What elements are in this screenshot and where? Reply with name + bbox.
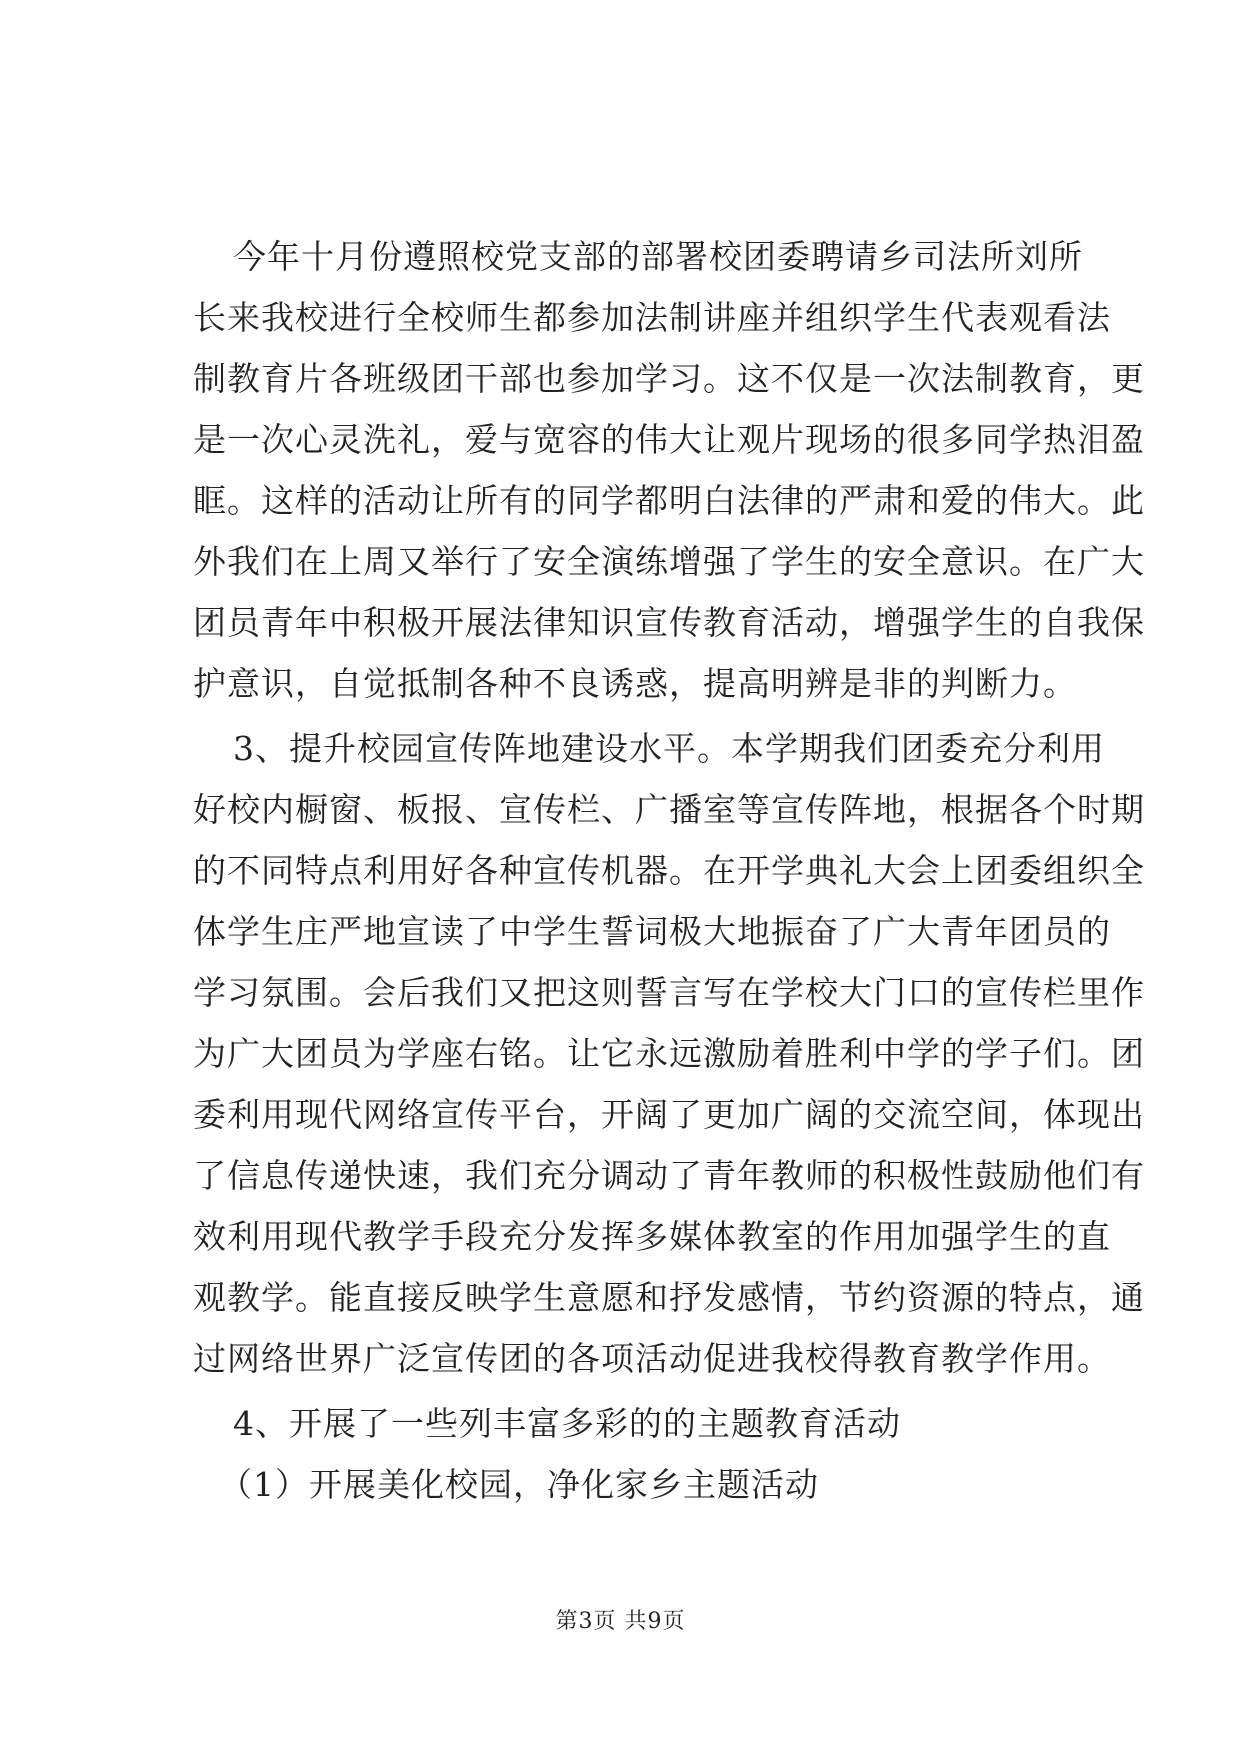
heading-4: 4、开展了一些列丰富多彩的的主题教育活动 xyxy=(233,1404,901,1443)
paragraph-1-line-2: 长来我校进行全校师生都参加法制讲座并组织学生代表观看法 xyxy=(193,298,1111,337)
paragraph-1-line-3: 制教育片各班级团干部也参加学习。这不仅是一次法制教育，更 xyxy=(193,359,1145,398)
paragraph-2-line-5: 学习氛围。会后我们又把这则誓言写在学校大门口的宣传栏里作 xyxy=(193,973,1145,1012)
paragraph-1-line-1: 今年十月份遵照校党支部的部署校团委聘请乡司法所刘所 xyxy=(233,237,1083,276)
document-body xyxy=(193,226,1145,1515)
paragraph-1-line-7: 团员青年中积极开展法律知识宣传教育活动，增强学生的自我保 xyxy=(193,603,1145,642)
paragraph-2-line-7: 委利用现代网络宣传平台，开阔了更加广阔的交流空间，体现出 xyxy=(193,1095,1145,1134)
paragraph-1-line-5: 眶。这样的活动让所有的同学都明白法律的严肃和爱的伟大。此 xyxy=(193,481,1145,520)
paragraph-2-line-2: 好校内橱窗、板报、宣传栏、广播室等宣传阵地，根据各个时期 xyxy=(193,790,1145,829)
paragraph-2-line-10: 观教学。能直接反映学生意愿和抒发感情，节约资源的特点，通 xyxy=(193,1278,1145,1317)
paragraph-2-line-9: 效利用现代教学手段充分发挥多媒体教室的作用加强学生的直 xyxy=(193,1217,1111,1256)
paragraph-2-line-8: 了信息传递快速，我们充分调动了青年教师的积极性鼓励他们有 xyxy=(193,1156,1145,1195)
paragraph-1-line-6: 外我们在上周又举行了安全演练增强了学生的安全意识。在广大 xyxy=(193,542,1145,581)
paragraph-2-line-4: 体学生庄严地宣读了中学生誓词极大地振奋了广大青年团员的 xyxy=(193,912,1111,951)
page-footer: 第3页 共9页 xyxy=(555,1609,686,1634)
subheading-1: （1）开展美化校园，净化家乡主题活动 xyxy=(219,1465,819,1504)
paragraph-1-line-4: 是一次心灵洗礼，爱与宽容的伟大让观片现场的很多同学热泪盈 xyxy=(193,420,1145,459)
paragraph-2-line-1: 3、提升校园宣传阵地建设水平。本学期我们团委充分利用 xyxy=(233,729,1105,768)
paragraph-2-line-11: 过网络世界广泛宣传团的各项活动促进我校得教育教学作用。 xyxy=(193,1339,1111,1378)
paragraph-2-line-3: 的不同特点利用好各种宣传机器。在开学典礼大会上团委组织全 xyxy=(193,851,1145,890)
paragraph-1-line-8: 护意识，自觉抵制各种不良诱惑，提高明辨是非的判断力。 xyxy=(193,664,1077,703)
paragraph-2-line-6: 为广大团员为学座右铭。让它永远激励着胜利中学的学子们。团 xyxy=(193,1034,1145,1073)
